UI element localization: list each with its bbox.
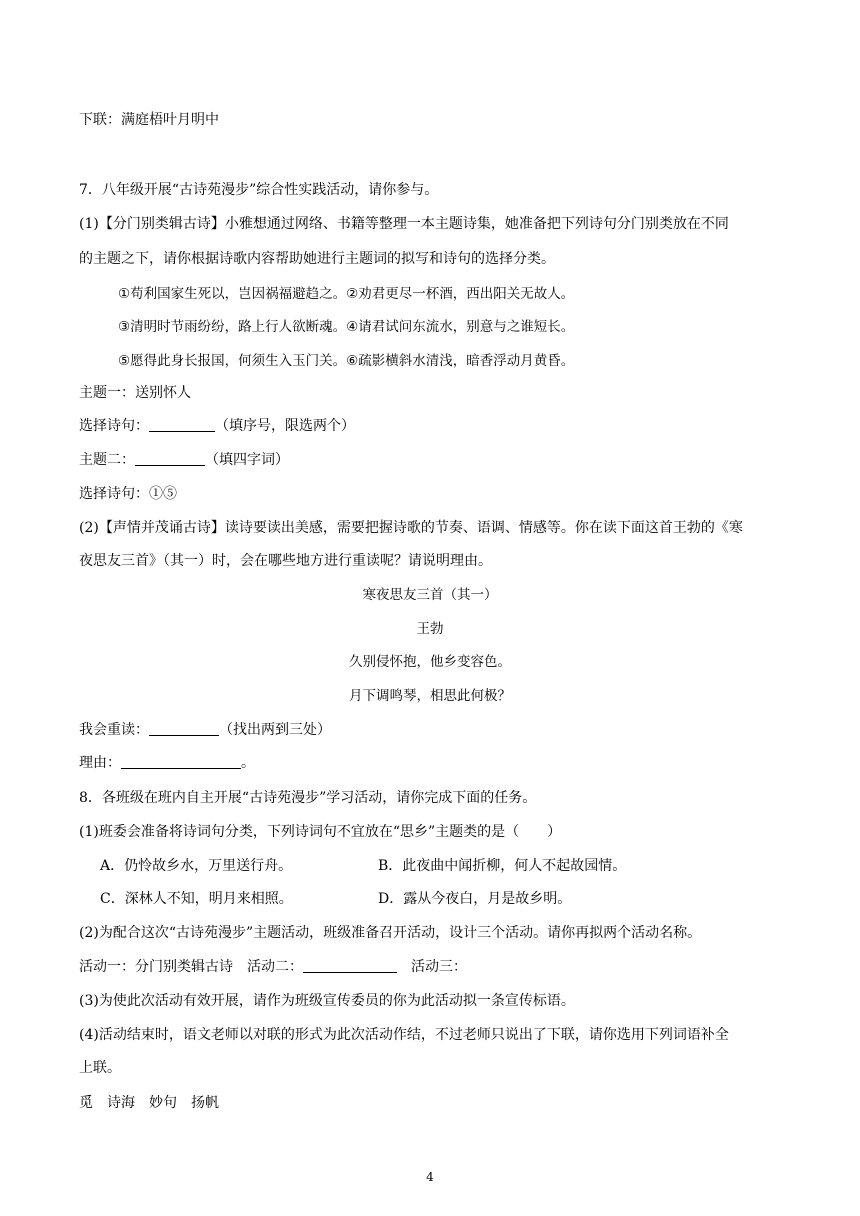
activity1: 活动一：分门别类辑古诗: [79, 959, 233, 975]
word-4: 扬帆: [191, 1095, 219, 1111]
q8-part2: (2)为配合这次“古诗苑漫步”主题活动，班级准备召开活动，设计三个活动。请你再拟两个活动名称。: [79, 925, 702, 941]
option-b[interactable]: B．此夜曲中闻折柳，何人不起故园情。: [378, 858, 627, 874]
stress-line: [79, 720, 331, 740]
q7-part1-line2: 的主题之下，请你根据诗歌内容帮助她进行主题词的拟写和诗句的选择分类。: [79, 251, 555, 267]
page-number: 4: [426, 1170, 434, 1184]
activity3-label: 活动三：: [411, 959, 467, 975]
activity2-label: 活动二：: [247, 959, 303, 975]
reason-end: 。: [241, 755, 255, 771]
word-1: 觅: [79, 1095, 93, 1111]
theme2-hint: （填四字词）: [205, 452, 289, 468]
select1-hint: （填序号，限选两个）: [215, 418, 355, 434]
q7-part2-line1: (2)【声情并茂诵古诗】读诗要读出美感，需要把握诗歌的节奏、语调、情感等。你在读下面这首王勃的《寒: [79, 520, 743, 536]
q8-part4-line2: 上联。: [79, 1060, 121, 1076]
select1-line: [79, 416, 355, 436]
select2-line: 选择诗句：①⑤: [79, 486, 177, 502]
stress-hint: （找出两到三处）: [219, 722, 331, 738]
option-d[interactable]: D．露从今夜白，月是故乡明。: [378, 891, 572, 907]
stress-label: 我会重读：: [79, 722, 149, 738]
activities-line: [79, 957, 467, 977]
poem-verse-1: 久别侵怀抱，他乡变容色。: [349, 654, 511, 670]
select1-blank[interactable]: [149, 417, 215, 432]
option-c[interactable]: C．深林人不知，明月来相照。: [100, 891, 293, 907]
reason-blank[interactable]: [121, 754, 241, 769]
word-2: 诗海: [107, 1095, 135, 1111]
q8-part4-line1: (4)活动结束时，语文老师以对联的形式为此次活动作结，不过老师只说出了下联，请你选用下列词语补全: [79, 1027, 729, 1043]
stress-blank[interactable]: [149, 721, 219, 736]
poem-line-2: ③清明时节雨纷纷，路上行人欲断魂。④请君试问东流水，别意与之谁短长。: [118, 319, 575, 335]
poem-author: 王勃: [416, 621, 444, 637]
q8-part3: (3)为使此次活动有效开展，请作为班级宣传委员的你为此活动拟一条宣传标语。: [79, 993, 575, 1009]
poem-verse-2: 月下调鸣琴，相思此何极？: [349, 688, 511, 704]
theme2-line: [79, 450, 289, 470]
q7-part1-line1: (1)【分门别类辑古诗】小雅想通过网络、书籍等整理一本主题诗集，她准备把下列诗句分门别类放在不同: [79, 216, 729, 232]
word-3: 妙句: [149, 1095, 177, 1111]
activity2-blank[interactable]: [303, 958, 397, 973]
theme2-blank[interactable]: [135, 451, 205, 466]
reason-line: [79, 753, 255, 773]
poem-line-1: ①苟利国家生死以，岂因祸福避趋之。②劝君更尽一杯酒，西出阳关无故人。: [118, 286, 575, 302]
q8-title: 8．各班级在班内自主开展“古诗苑漫步”学习活动，请你完成下面的任务。: [79, 790, 537, 806]
word-list: [79, 1093, 219, 1113]
theme1-line: 主题一：送别怀人: [79, 385, 191, 401]
reason-label: 理由：: [79, 755, 121, 771]
q8-part1: (1)班委会准备将诗词句分类，下列诗词句不宜放在“思乡”主题类的是（ ）: [79, 824, 562, 840]
theme2-label: 主题二：: [79, 452, 135, 468]
select1-label: 选择诗句：: [79, 418, 149, 434]
poem-line-3: ⑤愿得此身长报国，何须生入玉门关。⑥疏影横斜水清浅，暗香浮动月黄昏。: [118, 353, 575, 369]
q7-title: 7．八年级开展“古诗苑漫步”综合性实践活动，请你参与。: [79, 182, 439, 198]
poem-title: 寒夜思友三首（其一）: [362, 587, 498, 603]
xialian-line: 下联：满庭梧叶月明中: [79, 112, 219, 128]
q7-part2-line2: 夜思友三首》（其一）时，会在哪些地方进行重读呢？请说明理由。: [79, 553, 492, 569]
option-a[interactable]: A．仍怜故乡水，万里送行舟。: [100, 858, 293, 874]
